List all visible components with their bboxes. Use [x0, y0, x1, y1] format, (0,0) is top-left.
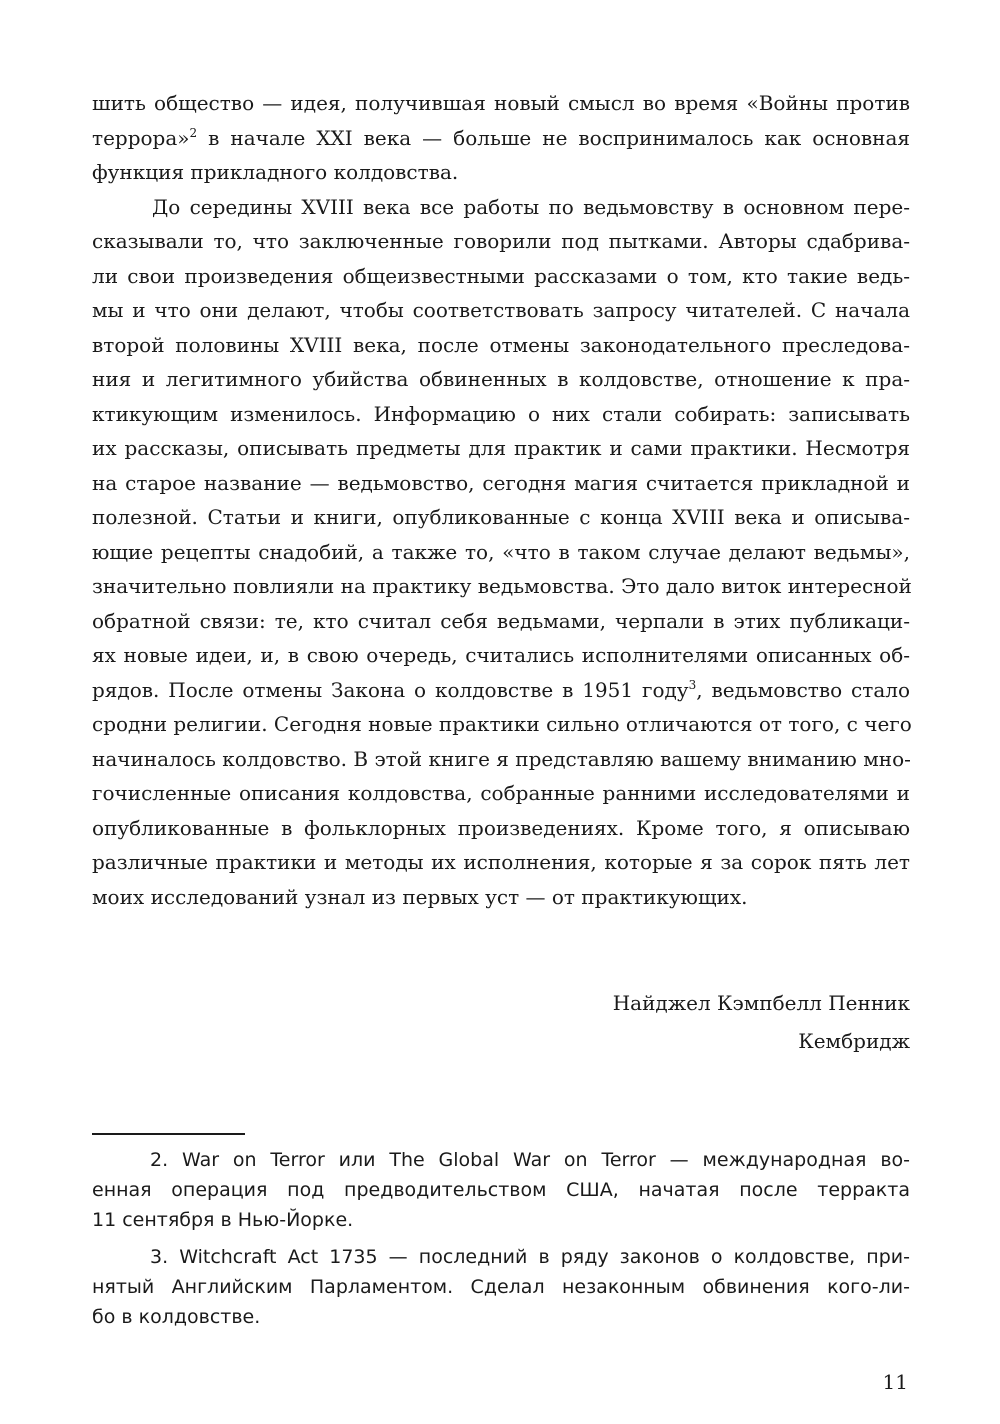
text-line: ющие рецепты снадобий, а также то, «что в таком случае делают ведьмы», [92, 539, 910, 564]
text-line: мы и что они делают, чтобы соответствовать запросу читателей. С начала [92, 298, 910, 322]
text-line: террора»$^2$ в начале XXI века — больше не воспринималось как основная [92, 125, 910, 150]
footnote-3 [92, 1242, 910, 1332]
text-line: моих исследований узнал из первых уст — от практикующих. [92, 884, 748, 909]
footnote-line: нятый Английским Парламентом. Сделал незаконным обвинения кого-ли- [92, 1276, 910, 1298]
signature [613, 984, 910, 1060]
footnote-2 [92, 1145, 910, 1235]
signature-place: Кембридж [798, 1029, 910, 1053]
footnote-line: 11 сентября в Нью-Йорке. [92, 1209, 354, 1231]
text-line: обратной связи: те, кто считал себя ведьмами, черпали в этих публикаци- [92, 608, 910, 633]
footnotes [92, 1145, 910, 1339]
text-line: До середины XVIII века все работы по ведьмовству в основном пере- [152, 194, 910, 219]
text-line: рядов. После отмены Закона о колдовстве в 1951 году$^3$, ведьмовство стало [92, 677, 910, 702]
footnote-divider [92, 1133, 245, 1135]
footnote-line: енная операция под предводительством США, начатая после терракта [92, 1179, 910, 1201]
footnote-ref-3[interactable]: 3 [688, 677, 697, 692]
body-text [92, 86, 910, 914]
footnote-line: 2. War on Terror или The Global War on Terror — международная во- [150, 1149, 910, 1171]
text-line: второй половины XVIII века, после отмены законодательного преследова- [92, 332, 910, 357]
text-line: сродни религии. Сегодня новые практики сильно отличаются от того, с чего [92, 712, 912, 736]
text-line: ния и легитимного убийства обвиненных в колдовстве, отношение к пра- [92, 367, 910, 391]
text-line: значительно повлияли на практику ведьмовства. Это дало виток интересной [92, 574, 912, 598]
text-line: шить общество — идея, получившая новый смысл во время «Войны против [92, 91, 910, 115]
text-line: сказывали то, что заключенные говорили под пытками. Авторы сдабрива- [92, 229, 910, 253]
text-line: опубликованные в фольклорных произведениях. Кроме того, я описываю [92, 815, 910, 840]
text-line: полезной. Статьи и книги, опубликованные с конца XVIII века и описыва- [92, 505, 910, 529]
text-line: на старое название — ведьмовство, сегодня магия считается прикладной и [92, 470, 910, 495]
text-line: начиналось колдовство. В этой книге я представляю вашему вниманию мно- [92, 746, 911, 771]
text-line: ли свои произведения общеизвестными рассказами о том, кто такие ведь- [92, 263, 910, 288]
signature-author: Найджел Кэмпбелл Пенник [612, 991, 910, 1015]
footnote-ref-2[interactable]: 2 [189, 125, 198, 140]
text-line: различные практики и методы их исполнения, которые я за сорок пять лет [92, 850, 910, 874]
text-line: гочисленные описания колдовства, собранные ранними исследователями и [92, 781, 910, 805]
footnote-line: 3. Witchcraft Act 1735 — последний в ряду законов о колдовстве, при- [150, 1246, 910, 1268]
text-line: ктикующим изменилось. Информацию о них стали собирать: записывать [92, 401, 910, 426]
page-number: 11 [882, 1370, 908, 1394]
text-line: их рассказы, описывать предметы для практик и сами практики. Несмотря [92, 436, 910, 460]
text-line: ях новые идеи, и, в свою очередь, считались исполнителями описанных об- [92, 643, 910, 667]
footnote-line: бо в колдовстве. [92, 1306, 261, 1328]
text-line: функция прикладного колдовства. [92, 160, 459, 184]
